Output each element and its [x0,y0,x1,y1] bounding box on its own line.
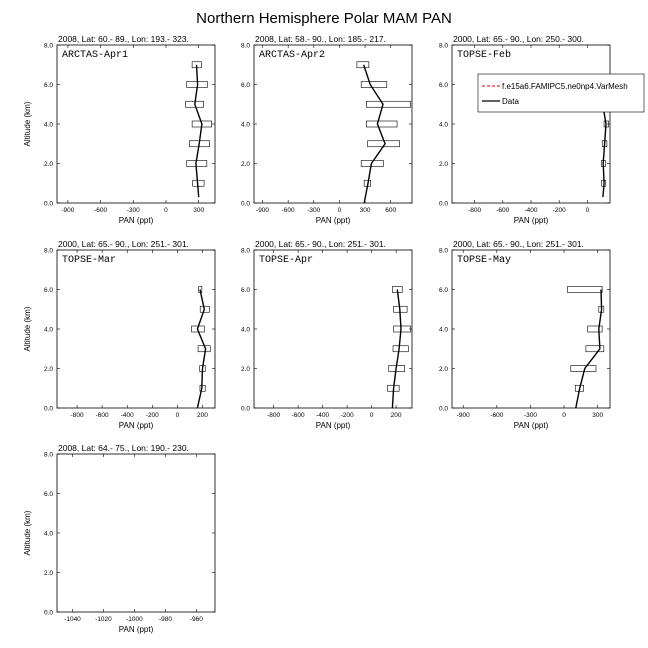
data-range-box [393,346,408,352]
y-tick-label: 4.0 [43,326,53,334]
y-axis-label: Altitude (km) [23,510,32,556]
panels [23,34,644,634]
panel-header: 2000, Lat: 65.- 90., Lon: 251.- 301. [58,239,189,249]
panel-label: ARCTAS-Apr1 [62,50,129,61]
panel-3 [439,34,644,225]
x-tick-label: -600 [281,207,295,214]
y-tick-label: 8.0 [240,247,250,255]
data-range-box [588,326,603,332]
x-axis-label: PAN (ppt) [315,216,351,225]
y-tick-label: 0.0 [43,405,53,413]
panel-header: 2008, Lat: 64.- 75., Lon: 190.- 230. [58,443,189,453]
data-range-box [571,366,596,372]
x-tick-label: -980 [158,616,172,623]
y-tick-label: 8.0 [438,247,448,255]
y-axis-label: Altitude (km) [23,101,32,147]
figure-title: Northern Hemisphere Polar MAM PAN [196,10,452,27]
x-tick-label: -900 [61,207,75,214]
data-profile-line [197,290,205,409]
y-tick-label: 8.0 [43,451,53,459]
x-tick-label: 600 [385,207,397,214]
panel-label: ARCTAS-Apr2 [259,50,326,61]
y-tick-label: 4.0 [240,121,250,129]
x-tick-label: -300 [307,207,321,214]
data-range-box [567,287,602,293]
y-tick-label: 0.0 [438,200,448,208]
data-range-box [361,82,387,88]
data-range-box [357,62,369,68]
panel-1 [23,34,215,225]
x-tick-label: -600 [291,412,305,419]
x-tick-label: -1000 [126,616,143,623]
y-tick-label: 2.0 [438,365,448,373]
y-tick-label: 2.0 [43,569,53,577]
x-axis-label: PAN (ppt) [513,421,549,430]
y-tick-label: 6.0 [240,286,250,294]
legend-model-label: f.e15a6.FAMIPC5.ne0np4.VarMesh [502,82,628,91]
x-tick-label: -800 [468,207,482,214]
y-tick-label: 0.0 [240,200,250,208]
y-tick-label: 6.0 [43,286,53,294]
x-axis-label: PAN (ppt) [118,625,154,634]
panel-header: 2008, Lat: 58.- 90., Lon: 185.- 217. [255,34,386,44]
y-tick-label: 4.0 [43,121,53,129]
x-tick-label: -800 [267,412,281,419]
x-tick-label: -600 [490,412,504,419]
y-tick-label: 8.0 [240,42,250,50]
y-tick-label: 0.0 [438,405,448,413]
panel-6 [439,239,610,430]
panel-label: TOPSE-Apr [259,255,314,266]
y-tick-label: 6.0 [438,81,448,89]
data-range-box [366,101,410,107]
panel-2 [241,34,412,225]
y-tick-label: 8.0 [43,247,53,255]
y-tick-label: 6.0 [43,490,53,498]
x-tick-label: -600 [94,207,108,214]
panel-label: TOPSE-May [457,255,512,266]
panel-5 [241,239,412,430]
y-tick-label: 0.0 [43,200,53,208]
data-profile-line [364,65,385,203]
plot-frame [254,250,412,408]
x-tick-label: 0 [175,412,180,419]
y-tick-label: 8.0 [438,42,448,50]
data-range-box [394,326,411,332]
y-tick-label: 8.0 [43,42,53,50]
y-axis-label: Altitude (km) [23,306,32,352]
panel-header: 2000, Lat: 65.- 90., Lon: 251.- 301. [453,239,584,249]
x-tick-label: 0 [369,412,374,419]
panel-header: 2008, Lat: 60.- 89., Lon: 193.- 323. [58,34,189,44]
panel-label: TOPSE-Feb [457,50,512,61]
plot-frame [57,45,215,203]
y-tick-label: 2.0 [240,365,250,373]
y-tick-label: 2.0 [438,160,448,168]
y-tick-label: 2.0 [43,365,53,373]
x-tick-label: -400 [316,412,330,419]
legend-box [478,74,644,112]
x-tick-label: 300 [359,207,371,214]
data-profile-line [576,290,602,409]
x-tick-label: -900 [256,207,270,214]
legend-data-label: Data [502,97,519,106]
x-tick-label: -400 [120,412,134,419]
y-tick-label: 4.0 [240,326,250,334]
x-tick-label: -1040 [64,616,81,623]
x-tick-label: 200 [197,412,208,419]
x-tick-label: 0 [562,412,566,419]
x-axis-label: PAN (ppt) [118,421,154,430]
x-tick-label: 200 [390,412,402,419]
x-tick-label: -300 [523,412,537,419]
data-profile-line [195,65,202,197]
x-tick-label: -200 [552,207,566,214]
x-axis-label: PAN (ppt) [513,216,549,225]
panel-label: TOPSE-Mar [62,255,117,266]
panel-header: 2000, Lat: 65.- 90., Lon: 251.- 301. [255,239,386,249]
data-range-box [366,121,397,127]
panel-header: 2000, Lat: 65.- 90., Lon: 250.- 300. [453,34,584,44]
panel-7 [23,443,215,634]
x-tick-label: -800 [70,412,84,419]
x-tick-label: 0 [337,207,342,214]
plot-frame [452,250,610,408]
x-tick-label: -600 [496,207,510,214]
y-tick-label: 6.0 [43,81,53,89]
y-tick-label: 6.0 [438,286,448,294]
x-axis-label: PAN (ppt) [315,421,351,430]
panel-4 [23,239,215,430]
x-tick-label: -300 [126,207,140,214]
x-tick-label: -1020 [95,616,112,623]
data-range-box [586,346,604,352]
legend [478,74,644,112]
x-tick-label: -960 [189,616,203,623]
x-axis-label: PAN (ppt) [118,216,154,225]
x-tick-label: 300 [592,412,604,419]
x-tick-label: -200 [145,412,159,419]
y-tick-label: 2.0 [240,160,250,168]
x-tick-label: -600 [95,412,109,419]
y-tick-label: 4.0 [43,530,53,538]
plot-frame [57,454,215,612]
y-tick-label: 0.0 [43,609,53,617]
y-tick-label: 4.0 [438,326,448,334]
y-tick-label: 6.0 [240,81,250,89]
y-tick-label: 0.0 [240,405,250,413]
y-tick-label: 4.0 [438,121,448,129]
x-tick-label: 300 [193,207,205,214]
y-tick-label: 2.0 [43,160,53,168]
plot-frame [452,45,610,203]
plot-frame [254,45,412,203]
x-tick-label: 0 [585,207,590,214]
x-tick-label: 0 [164,207,168,214]
x-tick-label: -900 [456,412,470,419]
x-tick-label: -400 [524,207,538,214]
x-tick-label: -200 [340,412,354,419]
